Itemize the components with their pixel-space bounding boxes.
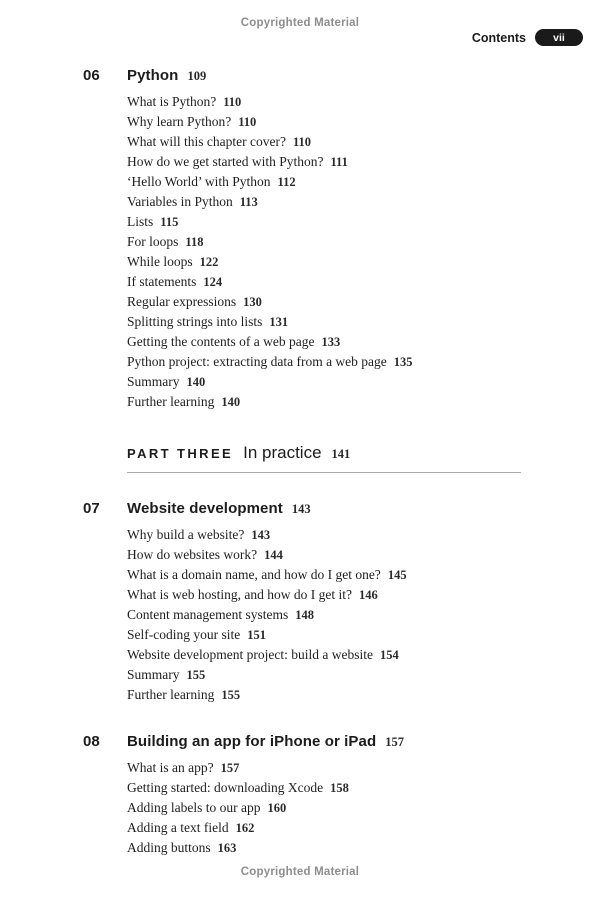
toc-entry-page: 110 — [223, 95, 242, 109]
toc-entry-page: 124 — [203, 275, 223, 289]
chapter-title: Building an app for iPhone or iPad — [127, 733, 377, 750]
chapter-number: 07 — [83, 500, 100, 517]
chapter-page-number: 109 — [187, 69, 207, 83]
toc-entry — [127, 585, 553, 605]
toc-entry-page: 143 — [251, 528, 271, 542]
toc-entry-label: What is a domain name, and how do I get one? — [127, 567, 381, 582]
toc-entry-page: 155 — [186, 668, 206, 682]
toc-entry — [127, 132, 553, 152]
toc-entry-label: While loops — [127, 254, 193, 269]
chapter-number: 08 — [83, 733, 100, 750]
chapter-page-number: 157 — [385, 735, 404, 749]
toc-entry-label: Adding labels to our app — [127, 800, 261, 815]
toc-entry — [127, 778, 553, 798]
toc-entry — [127, 685, 553, 705]
toc-entry — [127, 232, 553, 252]
toc-entry-label: What is web hosting, and how do I get it? — [127, 587, 352, 602]
toc-entry-label: Website development project: build a website — [127, 647, 373, 662]
page-number-badge: vii — [535, 29, 583, 46]
toc-entry-page: 111 — [330, 155, 348, 169]
toc-entry-page: 112 — [277, 175, 296, 189]
toc-entry-page: 140 — [186, 375, 206, 389]
toc-entry-label: What is an app? — [127, 760, 214, 775]
part-kicker: PART THREE — [127, 446, 234, 461]
toc-entry-label: ‘Hello World’ with Python — [127, 174, 271, 189]
toc-entry-label: How do we get started with Python? — [127, 154, 324, 169]
chapter-page-number: 143 — [291, 502, 311, 516]
part-page-number: 141 — [331, 447, 351, 461]
toc-entry-page: 115 — [160, 215, 179, 229]
part-divider-rule — [127, 472, 521, 473]
copyright-notice-bottom: Copyrighted Material — [240, 866, 360, 878]
toc-entry-page: 122 — [199, 255, 219, 269]
toc-entry — [127, 645, 553, 665]
toc-entry-label: Adding buttons — [127, 840, 211, 855]
running-head-title: Contents — [471, 30, 526, 45]
toc-entry — [127, 625, 553, 645]
toc-entry-page: 163 — [217, 841, 237, 855]
toc-entry-page: 131 — [269, 315, 289, 329]
toc-entry — [127, 758, 553, 778]
toc-entry-label: Lists — [127, 214, 154, 229]
toc-entry — [127, 525, 553, 545]
toc-entry-label: Further learning — [127, 394, 215, 409]
toc-entry — [127, 92, 553, 112]
toc-entry — [127, 605, 553, 625]
toc-entry-page: 145 — [387, 568, 407, 582]
toc-entry-page: 110 — [238, 115, 257, 129]
toc-entry-label: Getting the contents of a web page — [127, 334, 315, 349]
toc-entry — [127, 352, 553, 372]
toc-entry-page: 146 — [358, 588, 378, 602]
part-heading — [127, 443, 553, 463]
toc-entry — [127, 392, 553, 412]
toc-entry-page: 155 — [221, 688, 241, 702]
toc-entry-label: Adding a text field — [127, 820, 229, 835]
toc-entry-page: 158 — [330, 781, 349, 795]
toc-entry-page: 133 — [321, 335, 341, 349]
chapter-title: Website development — [127, 500, 283, 517]
toc-entry-page: 118 — [185, 235, 204, 249]
toc-entry-page: 113 — [239, 195, 258, 209]
part-three-block — [127, 443, 553, 473]
toc-entry-label: Summary — [127, 374, 180, 389]
toc-entry-label: If statements — [127, 274, 197, 289]
running-head — [472, 29, 583, 46]
toc-entry-label: Python project: extracting data from a web page — [127, 354, 387, 369]
toc-entry-page: 160 — [267, 801, 287, 815]
toc-entry — [127, 372, 553, 392]
toc-entry — [127, 312, 553, 332]
chapter-title: Python — [127, 67, 179, 84]
toc-entry — [127, 818, 553, 838]
toc-entry-page: 144 — [264, 548, 283, 562]
toc-entry-label: What is Python? — [127, 94, 217, 109]
toc-entry-label: For loops — [127, 234, 179, 249]
chapter-entries — [127, 92, 553, 412]
chapter-heading — [83, 67, 553, 84]
chapter-entries — [127, 758, 553, 858]
toc-entry-page: 110 — [292, 135, 311, 149]
toc-entry-label: Content management systems — [127, 607, 289, 622]
toc-entry — [127, 565, 553, 585]
chapter-entries — [127, 525, 553, 705]
toc-entry-label: Why learn Python? — [127, 114, 232, 129]
chapter-heading — [83, 500, 553, 517]
toc-entry-label: Further learning — [127, 687, 215, 702]
toc-entry-page: 151 — [247, 628, 266, 642]
toc-entry-page: 157 — [220, 761, 240, 775]
copyright-notice-top: Copyrighted Material — [240, 17, 360, 29]
toc-entry — [127, 665, 553, 685]
toc-entry-label: Summary — [127, 667, 180, 682]
toc-entry-label: Self-coding your site — [127, 627, 241, 642]
part-title: In practice — [243, 443, 322, 462]
toc-entry-page: 130 — [243, 295, 262, 309]
toc-entry-label: Splitting strings into lists — [127, 314, 263, 329]
toc-entry-page: 162 — [235, 821, 255, 835]
toc-entry — [127, 212, 553, 232]
toc-entry — [127, 545, 553, 565]
toc-entry — [127, 152, 553, 172]
toc-entry — [127, 252, 553, 272]
table-of-contents — [83, 67, 553, 858]
toc-entry-label: Why build a website? — [127, 527, 245, 542]
chapter-06-block — [83, 67, 553, 412]
toc-entry — [127, 112, 553, 132]
toc-entry-label: How do websites work? — [127, 547, 258, 562]
toc-entry-label: Regular expressions — [127, 294, 237, 309]
toc-entry-page: 148 — [295, 608, 314, 622]
toc-entry — [127, 272, 553, 292]
toc-entry-label: Variables in Python — [127, 194, 233, 209]
toc-entry-page: 140 — [221, 395, 241, 409]
toc-entry — [127, 192, 553, 212]
chapter-07-block — [83, 500, 553, 705]
chapter-number: 06 — [83, 67, 100, 84]
toc-entry-label: What will this chapter cover? — [127, 134, 286, 149]
chapter-08-block — [83, 733, 553, 858]
toc-entry-page: 154 — [379, 648, 399, 662]
toc-entry — [127, 292, 553, 312]
toc-entry — [127, 172, 553, 192]
toc-entry-label: Getting started: downloading Xcode — [127, 780, 324, 795]
toc-entry — [127, 838, 553, 858]
toc-entry — [127, 798, 553, 818]
toc-entry — [127, 332, 553, 352]
toc-entry-page: 135 — [393, 355, 413, 369]
chapter-heading — [83, 733, 553, 750]
